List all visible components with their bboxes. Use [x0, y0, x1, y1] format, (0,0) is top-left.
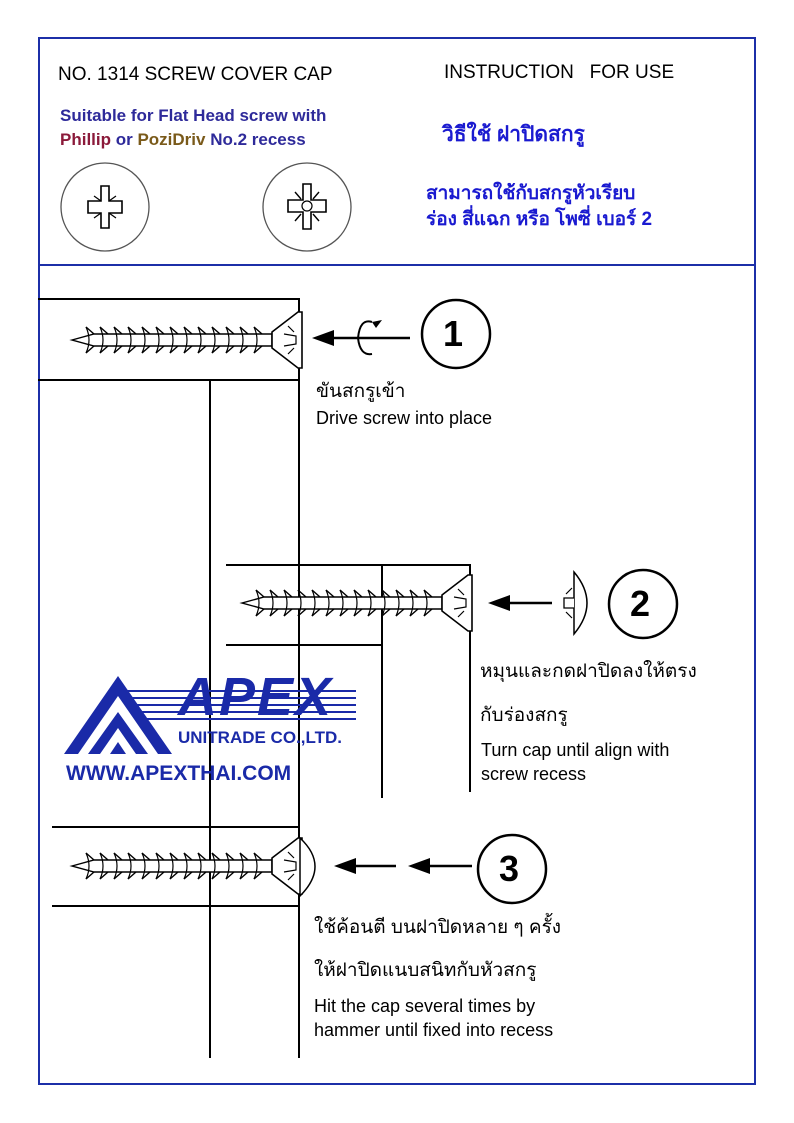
- pozi-label: PoziDriv: [137, 130, 206, 149]
- step2-english-line1: Turn cap until align with: [481, 740, 670, 760]
- thai-desc-line1: สามารถใช้กับสกรูหัวเรียบ: [426, 183, 636, 204]
- step3-cap: [300, 838, 315, 896]
- step2-screw: [242, 575, 472, 631]
- instruction-title: INSTRUCTION FOR USE: [444, 62, 675, 83]
- step1-screw: [72, 312, 302, 368]
- step2-thai-line2: กับร่องสกรู: [480, 705, 568, 726]
- step3-english-line2: hammer until fixed into recess: [314, 1020, 554, 1040]
- thai-title: วิธีใช้ ฝาปิดสกรู: [442, 123, 585, 146]
- step3-thai-line2: ให้ฝาปิดแนบสนิทกับหัวสกรู: [314, 960, 537, 981]
- step1-arrow: [312, 320, 410, 354]
- step3-english-line1: Hit the cap several times by: [314, 996, 536, 1016]
- recess-label: No.2 recess: [205, 130, 306, 149]
- step3-screw: [72, 838, 302, 894]
- suitable-line1: Suitable for Flat Head screw with: [60, 106, 327, 125]
- step1-english: Drive screw into place: [316, 408, 493, 428]
- step2-thai-line1: หมุนและกดฝาปิดลงให้ตรง: [480, 661, 697, 682]
- apex-website-link[interactable]: WWW.APEXTHAI.COM: [66, 762, 292, 785]
- apex-logo-name: APEX: [178, 667, 334, 727]
- step2-english-line2: screw recess: [481, 764, 587, 784]
- or-label: or: [111, 130, 138, 149]
- phillip-label: Phillip: [60, 130, 111, 149]
- step2-number: 2: [630, 583, 651, 624]
- step2-arrow: [488, 595, 552, 611]
- step3-number: 3: [499, 848, 520, 889]
- phillips-recess-icon: [61, 163, 149, 251]
- step2-cap: [564, 572, 587, 634]
- step1-thai: ขันสกรูเข้า: [316, 381, 406, 402]
- apex-logo-subtitle: UNITRADE CO.,LTD.: [178, 728, 343, 747]
- step3-arrows: [334, 858, 472, 874]
- pozidriv-recess-icon: [263, 163, 351, 251]
- step1-number: 1: [443, 313, 464, 354]
- thai-desc-line2: ร่อง สี่แฉก หรือ โพซี่ เบอร์ 2: [426, 209, 653, 230]
- step3-thai-line1: ใช้ค้อนตี บนฝาปิดหลาย ๆ ครั้ง: [314, 917, 562, 938]
- product-title: NO. 1314 SCREW COVER CAP: [58, 64, 333, 85]
